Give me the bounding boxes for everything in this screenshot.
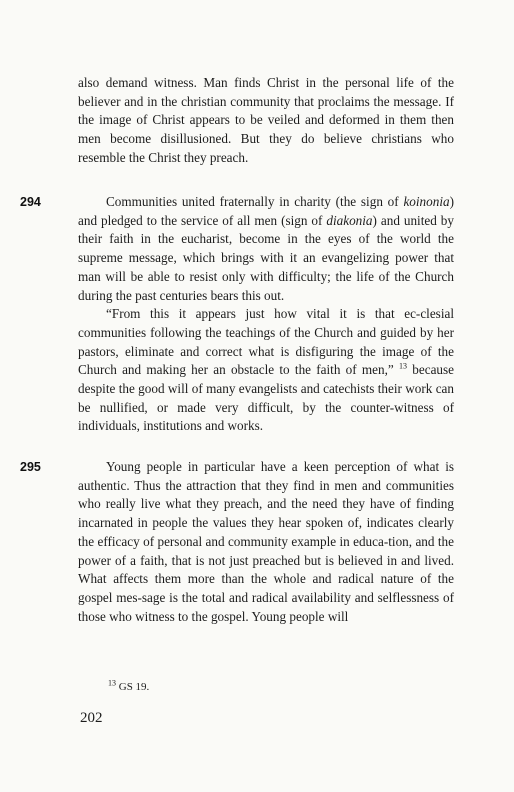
- p294-quote-text-2: because despite the good will of many evangelists and catechists their work can be nullified, or made very difficult, by the counter-witness of individuals, institutions and works.: [78, 362, 454, 434]
- paragraph-295: Young people in particular have a keen perception of what is authentic. Thus the attraction that they find in men and communities who really live what they preach, and the need they have of finding incarnated in people the values they hear spoken of, indicates clearly the efficacy of personal and community example in educa-tion, and the power of a faith, that is not just preached but is believed in and lived. What affects them more than the whole and radical nature of the gospel mes-sage is the total and radical availability and selflessness of those who witness to the gospel. Young people will: [78, 459, 454, 624]
- footnote-reference: 13: [399, 361, 408, 371]
- p294-quote-text: “From this it appears just how vital it is that ec-clesial communities following the teachings of the Church and guided by her pastors, eliminate and correct what is disfiguring the image of the Church and making her an obstacle to the faith of men,”: [78, 306, 454, 378]
- footnote-text: GS 19.: [118, 681, 150, 693]
- term-diakonia: diakonia: [326, 212, 373, 228]
- paragraph-294-first: [78, 193, 454, 305]
- section-294: [78, 193, 454, 436]
- paragraph-number-295: 295: [20, 460, 41, 474]
- paragraph-294-quote: [78, 305, 454, 436]
- term-koinonia: koinonia: [403, 194, 450, 209]
- footnote-marker: 13: [108, 678, 116, 688]
- continuation-text: also demand witness. Man finds Christ in the personal life of the believer and in the christian community that proclaims the message. If the image of Christ appears to be veiled and deformed in them then men become disillusioned. But they do believe christians who resemble the Christ they preach.: [78, 75, 454, 165]
- page-number: 202: [80, 710, 103, 726]
- continuation-paragraph: [78, 74, 454, 168]
- p294-text-3: ) and united by their faith in the eucharist, become in the eyes of the world the supreme message, which brings with it an evangelizing power that man will be able to resist only with difficulty; the life of the Church during the past centuries bears this out.: [78, 212, 454, 303]
- section-295: [78, 458, 454, 626]
- footnote: [108, 680, 149, 694]
- p294-text-2: ) and pledged to the service of all men (sign of: [78, 194, 454, 228]
- paragraph-number-294: 294: [20, 195, 41, 209]
- p294-text-1: Communities united fraternally in charity (the sign of: [106, 194, 404, 209]
